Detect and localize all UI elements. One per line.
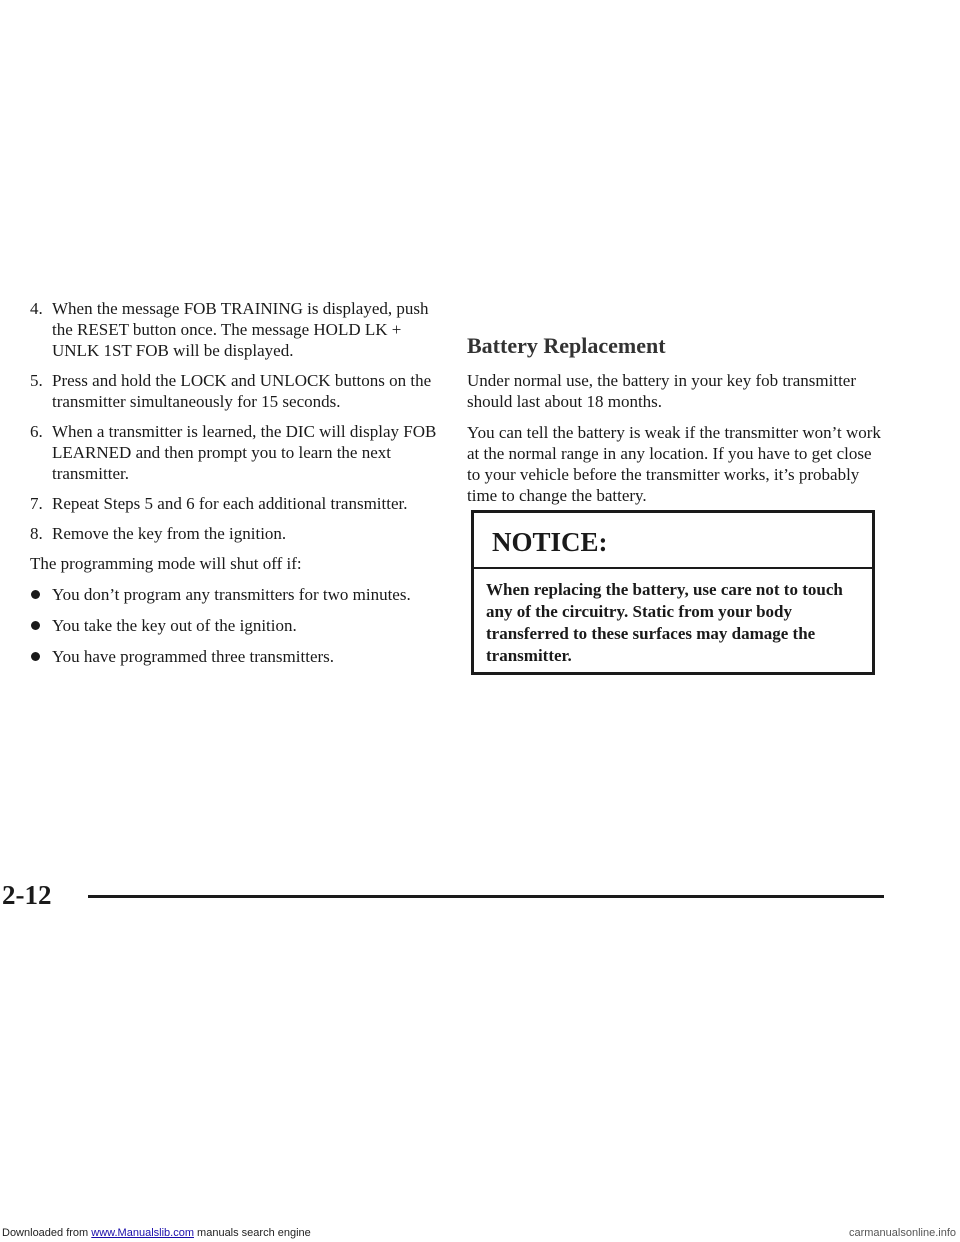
bullet-icon	[30, 646, 52, 667]
bullet-text: You take the key out of the ignition.	[52, 616, 297, 635]
battery-paragraph-2: You can tell the battery is weak if the transmitter won’t work at the normal range in any location. If you have to get close to your vehicle before the transmitter works, it’s probably time to change the battery.	[467, 423, 881, 505]
step-text: Press and hold the LOCK and UNLOCK buttons on the transmitter simultaneously for 15 seconds.	[52, 371, 432, 411]
notice-heading: NOTICE:	[474, 513, 872, 569]
step-text: Remove the key from the ignition.	[52, 524, 287, 543]
watermark-text: carmanualsonline.info	[848, 1227, 956, 1239]
download-footer-left	[2, 1227, 311, 1239]
footer-prefix: Downloaded from	[2, 1227, 89, 1239]
bullet-item	[30, 615, 440, 636]
download-footer	[0, 1225, 960, 1242]
bullet-item	[30, 646, 440, 667]
shutoff-intro: The programming mode will shut off if:	[30, 554, 302, 573]
bullet-text: You don’t program any transmitters for two minutes.	[52, 585, 411, 604]
step-7	[30, 493, 440, 514]
step-8	[30, 523, 440, 544]
step-5	[30, 370, 440, 412]
step-number: 6.	[30, 422, 43, 441]
step-number: 7.	[30, 494, 43, 513]
step-text: Repeat Steps 5 and 6 for each additional transmitter.	[52, 494, 408, 513]
bullet-icon	[30, 615, 52, 636]
step-number: 8.	[30, 524, 43, 543]
notice-box	[471, 510, 875, 675]
bullet-text: You have programmed three transmitters.	[52, 647, 335, 666]
page-number: 2-12	[2, 880, 52, 910]
left-column	[30, 298, 440, 677]
right-column	[467, 332, 887, 516]
step-4	[30, 298, 440, 361]
step-6	[30, 421, 440, 484]
bullet-item	[30, 584, 440, 605]
footer-rule	[88, 895, 884, 898]
section-title: Battery Replacement	[467, 333, 666, 358]
step-text: When a transmitter is learned, the DIC will display FOB LEARNED and then prompt you to learn the next transmitter.	[52, 422, 437, 483]
step-number: 4.	[30, 299, 43, 318]
manualslib-link[interactable]: www.Manualslib.com	[91, 1227, 194, 1239]
step-number: 5.	[30, 371, 43, 390]
bullet-icon	[30, 584, 52, 605]
notice-body: When replacing the battery, use care not to touch any of the circuitry. Static from your body transferred to these surfaces may damage the transmitter.	[486, 580, 843, 665]
step-text: When the message FOB TRAINING is displayed, push the RESET button once. The message HOLD LK + UNLK 1ST FOB will be displayed.	[52, 299, 429, 360]
battery-paragraph-1: Under normal use, the battery in your key fob transmitter should last about 18 months.	[467, 371, 856, 411]
footer-suffix: manuals search engine	[197, 1227, 311, 1239]
